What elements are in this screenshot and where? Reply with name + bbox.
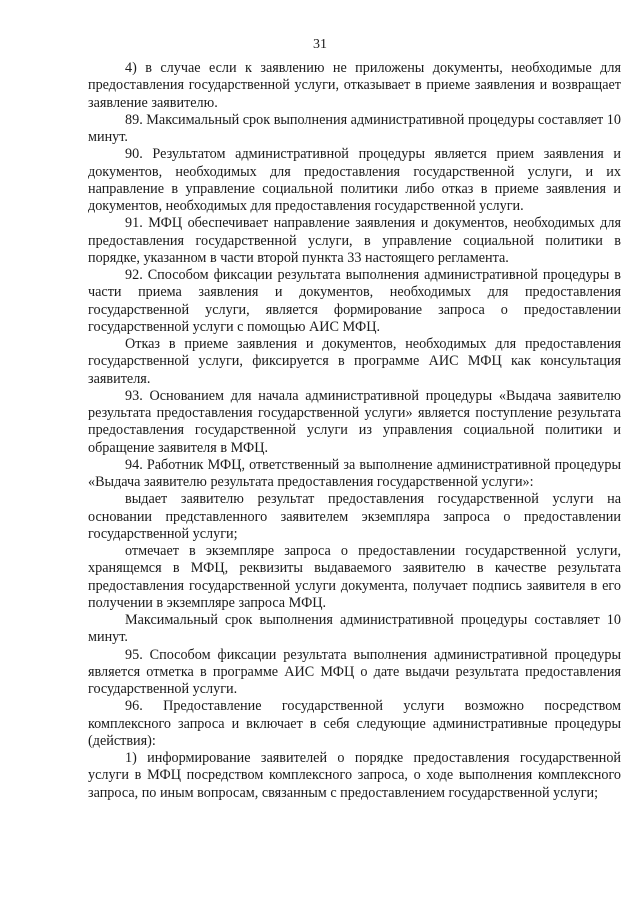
paragraph-96-item-1: 1) информирование заявителей о порядке предоставления государственной услуги в МФЦ посредством комплексного запроса, о ходе выполнения комплексного запроса, по иным вопросам, связанным с предоставлением государственной услуги; <box>88 750 621 801</box>
paragraph-93: 93. Основанием для начала административной процедуры «Выдача заявителю результата предоставления государственной услуги» является поступление результата предоставления государственной услуги из управления социальной политики и обращение заявителя в МФЦ. <box>88 387 621 456</box>
paragraph-90: 90. Результатом административной процедуры является прием заявления и документов, необходимых для предоставления государственной услуги, и их направление в управление социальной политики либо отказ в приеме заявления и документов, необходимых для предоставления государственной услуги. <box>88 146 621 214</box>
paragraph-item-4-refusal: 4) в случае если к заявлению не приложены документы, необходимые для предоставления государственной услуги, отказывает в приеме заявления и возвращает заявление заявителю. <box>88 60 621 111</box>
paragraph-94-marks-copy: отмечает в экземпляре запроса о предоставлении государственной услуги, хранящемся в МФЦ, реквизиты выдаваемого заявителю в качестве результата предоставления государственной услуги документа, получает подпись заявителя в его получении в экземпляре запроса МФЦ. <box>88 543 621 611</box>
paragraph-94-issues-result: выдает заявителю результат предоставления государственной услуги на основании представленного заявителем экземпляра запроса о предоставлении государственной услуги; <box>88 491 621 542</box>
paragraph-92: 92. Способом фиксации результата выполнения административной процедуры в части приема заявления и документов, необходимых для предоставления государственной услуги, является формирование запроса о предоставлении государственной услуги с помощью АИС МФЦ. <box>88 267 621 335</box>
paragraph-94: 94. Работник МФЦ, ответственный за выполнение административной процедуры «Выдача заявителю результата предоставления государственной услуги»: <box>88 456 621 490</box>
paragraph-95: 95. Способом фиксации результата выполнения административной процедуры является отметка в программе АИС МФЦ о дате выдачи результата предоставления государственной услуги. <box>88 646 621 697</box>
paragraph-92-refusal-note: Отказ в приеме заявления и документов, необходимых для предоставления государственной услуги, фиксируется в программе АИС МФЦ как консультация заявителя. <box>88 336 621 387</box>
paragraph-89: 89. Максимальный срок выполнения административной процедуры составляет 10 минут. <box>88 111 621 145</box>
paragraph-96: 96. Предоставление государственной услуги возможно посредством комплексного запроса и включает в себя следующие административные процедуры (действия): <box>88 698 621 749</box>
document-body <box>88 60 621 802</box>
paragraph-91: 91. МФЦ обеспечивает направление заявления и документов, необходимых для предоставления государственной услуги, в управление социальной политики в порядке, указанном в части второй пункта 33 настоящего регламента. <box>88 215 621 266</box>
page-number: 31 <box>313 37 327 52</box>
paragraph-94-max-time: Максимальный срок выполнения административной процедуры составляет 10 минут. <box>88 612 621 646</box>
